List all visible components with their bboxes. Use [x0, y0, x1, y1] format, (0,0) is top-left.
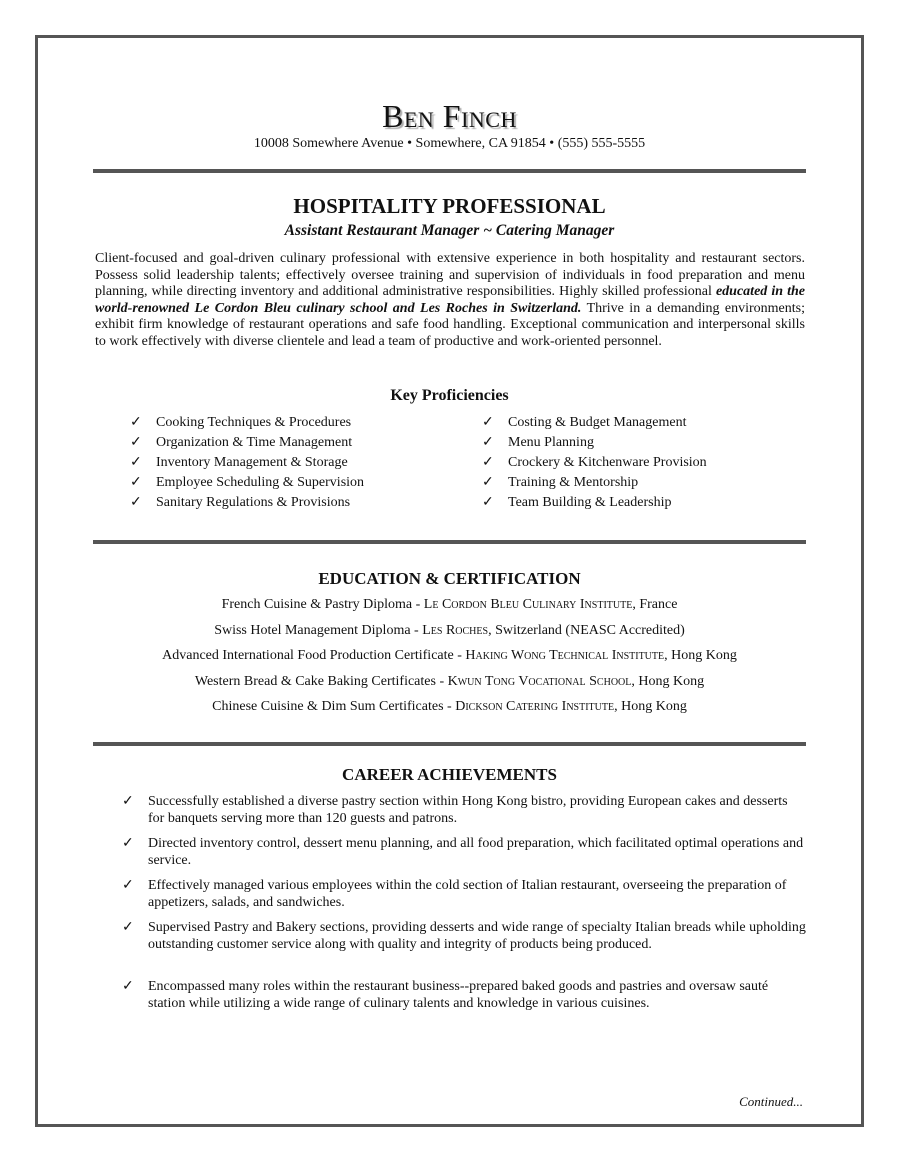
proficiency-item	[482, 453, 802, 473]
proficiency-label: Training & Mentorship	[508, 475, 639, 490]
checkmark-icon: ✓	[122, 878, 134, 893]
proficiency-item	[482, 473, 802, 493]
location: , Hong Kong	[664, 648, 737, 663]
proficiency-label: Employee Scheduling & Supervision	[156, 475, 365, 490]
checkmark-icon: ✓	[482, 475, 494, 490]
contact-info: 10008 Somewhere Avenue • Somewhere, CA 91854 • (555) 555-5555	[253, 136, 646, 151]
summary-text: Client-focused and goal-driven culinary professional with extensive experience in both hospitality and restaurant sectors. Possess solid leadership talents; effectively oversee training and supervision of individuals in food preparation and menu planning, while directing inventory and additional administrative responsibilities. Highly skilled professional	[95, 251, 805, 300]
checkmark-icon: ✓	[122, 920, 134, 935]
location: , Switzerland (NEASC Accredited)	[488, 622, 685, 638]
checkmark-icon: ✓	[482, 435, 494, 450]
education-item	[93, 699, 806, 719]
proficiency-label: Menu Planning	[508, 435, 594, 450]
divider	[93, 169, 806, 173]
achievement-text: Supervised Pastry and Bakery sections, providing desserts and wide range of specialty Italian breads while upholding outstanding customer service along with quality and integrity of products being produced.	[148, 920, 806, 952]
candidate-name: Ben Finch	[382, 98, 517, 134]
proficiency-item	[130, 433, 450, 453]
institution: Dickson Catering Institute	[455, 699, 615, 714]
checkmark-icon: ✓	[122, 979, 134, 994]
proficiency-label: Crockery & Kitchenware Provision	[508, 455, 707, 470]
checkmark-icon: ✓	[130, 435, 142, 450]
checkmark-icon: ✓	[122, 794, 134, 809]
checkmark-icon: ✓	[482, 455, 494, 470]
checkmark-icon: ✓	[482, 415, 494, 430]
proficiency-label: Team Building & Leadership	[508, 495, 672, 510]
continued-note: Continued...	[739, 1094, 803, 1109]
proficiency-label: Organization & Time Management	[156, 435, 353, 450]
proficiency-item	[130, 413, 450, 433]
achievement-item	[122, 979, 807, 1012]
education-item	[93, 674, 806, 694]
proficiency-item	[130, 493, 450, 513]
checkmark-icon: ✓	[482, 495, 494, 510]
proficiency-label: Cooking Techniques & Procedures	[156, 415, 352, 430]
summary-paragraph	[95, 251, 805, 351]
education-heading: EDUCATION & CERTIFICATION	[318, 569, 581, 588]
credential: Advanced International Food Production Certificate -	[162, 648, 466, 663]
professional-subtitle: Assistant Restaurant Manager ~ Catering Manager	[284, 222, 615, 239]
institution: Kwun Tong Vocational School	[447, 673, 632, 689]
credential: Western Bread & Cake Baking Certificates -	[194, 673, 448, 689]
proficiency-item	[130, 473, 450, 493]
achievement-text: Effectively managed various employees within the cold section of Italian restaurant, overseeing the preparation of appetizers, salads, and sandwiches.	[148, 878, 787, 910]
education-item	[93, 648, 806, 668]
summary-text: Thrive in a demanding environments; exhibit firm knowledge of restaurant operations and safe food handling. Exceptional communication and interpersonal skills to work effectively with diverse clientele and lead a team of productive and work-oriented personnel.	[95, 300, 805, 349]
achievement-text: Successfully established a diverse pastry section within Hong Kong bistro, providing European cakes and desserts for banquets serving more than 120 guests and patrons.	[148, 794, 788, 826]
credential: Swiss Hotel Management Diploma -	[214, 622, 423, 638]
summary-emphasis: educated in the world-renowned Le Cordon Bleu culinary school and Les Roches in Switzerland.	[95, 284, 805, 316]
proficiency-item	[130, 453, 450, 473]
institution: Haking Wong Technical Institute	[465, 648, 665, 663]
achievement-item	[122, 794, 807, 827]
professional-title: HOSPITALITY PROFESSIONAL	[293, 194, 606, 218]
checkmark-icon: ✓	[130, 455, 142, 470]
achievement-text: Encompassed many roles within the restaurant business--prepared baked goods and pastries and oversaw sauté station while utilizing a wide range of culinary talents and knowledge in various cuisines.	[148, 979, 769, 1011]
proficiency-item	[482, 433, 802, 453]
divider	[93, 540, 806, 544]
achievement-item	[122, 920, 807, 953]
checkmark-icon: ✓	[122, 836, 134, 851]
proficiency-label: Costing & Budget Management	[508, 415, 687, 430]
checkmark-icon: ✓	[130, 415, 142, 430]
credential: Chinese Cuisine & Dim Sum Certificates -	[212, 699, 456, 714]
proficiency-label: Sanitary Regulations & Provisions	[156, 495, 351, 510]
institution: Le Cordon Bleu Culinary Institute	[423, 597, 633, 612]
achievement-item	[122, 878, 807, 911]
checkmark-icon: ✓	[130, 495, 142, 510]
achievement-item	[122, 836, 807, 869]
location: , Hong Kong	[631, 673, 705, 689]
achievements-heading: CAREER ACHIEVEMENTS	[342, 765, 557, 784]
location: , France	[632, 597, 678, 612]
credential: French Cuisine & Pastry Diploma -	[221, 597, 424, 612]
achievement-text: Directed inventory control, dessert menu planning, and all food preparation, which facilitated optimal operations and service.	[148, 836, 804, 868]
location: , Hong Kong	[614, 699, 687, 714]
checkmark-icon: ✓	[130, 475, 142, 490]
proficiency-item	[482, 413, 802, 433]
proficiency-item	[482, 493, 802, 513]
proficiency-label: Inventory Management & Storage	[156, 455, 348, 470]
education-item	[93, 623, 806, 643]
institution: Les Roches	[422, 622, 489, 638]
divider	[93, 742, 806, 746]
education-item	[93, 597, 806, 617]
proficiencies-heading: Key Proficiencies	[390, 387, 509, 404]
